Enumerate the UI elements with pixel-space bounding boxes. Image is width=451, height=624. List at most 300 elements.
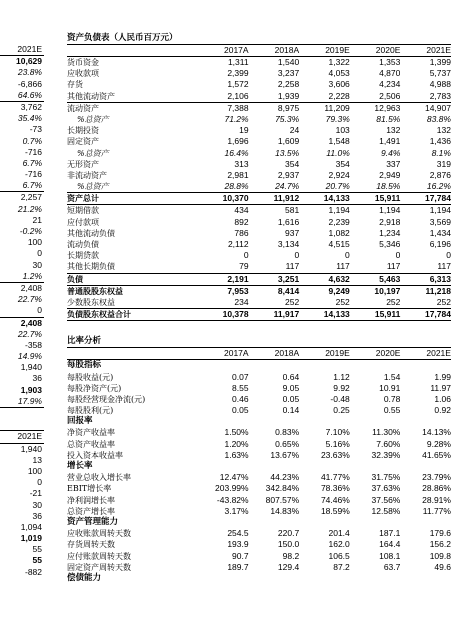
cell-value: 220.7 xyxy=(277,528,300,539)
left-column-value: 2,408 xyxy=(20,317,42,328)
left-column-value: 55 xyxy=(32,544,42,555)
left-column-value: 23.8% xyxy=(17,67,42,78)
cell-value: 28.8% xyxy=(224,181,249,192)
cell-value: 28.91% xyxy=(422,494,451,505)
left-column-value: 2,408 xyxy=(20,282,42,293)
cell-value: 109.8 xyxy=(429,550,451,561)
cell-value: 2,258 xyxy=(277,79,300,90)
cell-value: 2,949 xyxy=(379,169,401,180)
year-header: 2018A xyxy=(274,348,300,359)
left-column-value: 1,094 xyxy=(20,521,42,532)
cell-value: 11.0% xyxy=(326,147,350,158)
left-column-value: -0.2% xyxy=(19,226,42,236)
cell-value: 3,237 xyxy=(277,68,300,79)
cell-value: 14.83% xyxy=(270,505,300,516)
year-header: 2017A xyxy=(224,348,249,359)
cell-value: 71.2% xyxy=(224,113,249,124)
cell-value: 49.6 xyxy=(434,561,451,572)
cell-value: 117 xyxy=(437,261,451,272)
row-label: %总资产 xyxy=(77,114,109,124)
left-column-value: 21.2% xyxy=(17,203,42,214)
year-header: 2020E xyxy=(375,348,401,359)
table-row xyxy=(67,239,451,250)
cell-value: 14,907 xyxy=(424,102,451,113)
balance-sheet-body xyxy=(67,57,451,321)
cell-value: 203.99% xyxy=(215,483,249,494)
cell-value: 1,548 xyxy=(328,136,350,147)
cell-value: 18.5% xyxy=(376,181,401,192)
cell-value: 1,609 xyxy=(277,136,300,147)
left-column-value xyxy=(0,419,44,430)
left-column-value: 2,257 xyxy=(20,192,42,203)
cell-value: 28.86% xyxy=(422,483,451,494)
left-column xyxy=(0,44,44,578)
cell-value: 9.4% xyxy=(381,147,401,158)
table-row xyxy=(67,170,451,181)
cell-value: 2,918 xyxy=(379,216,401,227)
cell-value: 337 xyxy=(386,158,401,169)
cell-value: 4,988 xyxy=(429,79,451,90)
left-column-value: 55 xyxy=(32,555,42,566)
cell-value: 1.12 xyxy=(333,371,350,382)
cell-value: 11,912 xyxy=(273,193,300,204)
main-tables xyxy=(67,32,451,584)
cell-value: 581 xyxy=(285,205,300,216)
row-label: 净利润增长率 xyxy=(67,495,115,505)
cell-value: 179.6 xyxy=(429,528,451,539)
row-label: 应付款项 xyxy=(67,217,99,227)
cell-value: 2,112 xyxy=(227,239,249,249)
cell-value: 13.67% xyxy=(270,449,300,460)
cell-value: 9,249 xyxy=(328,285,350,296)
left-column-value: 100 xyxy=(27,237,42,248)
cell-value: 0.83% xyxy=(275,427,300,438)
cell-value: 129.4 xyxy=(277,561,300,572)
table-row xyxy=(67,57,451,68)
cell-value: 0.07 xyxy=(232,371,249,382)
cell-value: 354 xyxy=(285,158,300,169)
left-column-value: 2021E xyxy=(0,44,44,56)
cell-value: 1,436 xyxy=(429,136,451,147)
cell-value: 79.3% xyxy=(325,113,350,124)
table-row xyxy=(67,394,451,405)
cell-value: 0.78 xyxy=(383,393,401,404)
cell-value: 9.28% xyxy=(426,438,451,449)
table-row xyxy=(67,181,451,193)
cell-value: 0 xyxy=(345,250,350,261)
cell-value: 1.63% xyxy=(224,449,249,460)
row-label: 非流动资产 xyxy=(67,170,107,180)
left-column-value: 1,940 xyxy=(20,362,42,373)
cell-value: 12.58% xyxy=(371,505,401,516)
cell-value: 1,491 xyxy=(379,136,401,147)
cell-value: 14,133 xyxy=(323,193,350,204)
cell-value: -0.48 xyxy=(330,393,350,404)
cell-value: 4,870 xyxy=(379,68,401,79)
cell-value: 156.2 xyxy=(429,539,451,550)
left-column-value: -73 xyxy=(29,124,42,135)
cell-value: 1,353 xyxy=(379,57,401,67)
left-column-value: 0 xyxy=(0,305,44,317)
cell-value: 354 xyxy=(335,158,350,169)
cell-value: 342.84% xyxy=(265,483,300,494)
cell-value: 1,194 xyxy=(379,205,401,216)
cell-value: 10,378 xyxy=(222,309,249,320)
cell-value: 2,239 xyxy=(328,216,350,227)
cell-value: -43.82% xyxy=(216,494,249,505)
row-label: 净资产收益率 xyxy=(67,428,115,438)
left-column-value: 100 xyxy=(27,465,42,476)
left-column-value: 2021E xyxy=(0,430,44,443)
cell-value: 117 xyxy=(386,261,401,272)
cell-value: 117 xyxy=(285,261,300,272)
cell-value: 3,606 xyxy=(328,79,350,90)
cell-value: 6,313 xyxy=(429,273,451,284)
cell-value: 319 xyxy=(436,158,451,169)
cell-value: 14,133 xyxy=(323,309,350,320)
table-row xyxy=(67,103,451,114)
row-label: 负债 xyxy=(67,273,83,284)
cell-value: 2,506 xyxy=(379,90,401,101)
table-row xyxy=(67,228,451,239)
cell-value: 83.8% xyxy=(426,113,451,124)
cell-value: 150.0 xyxy=(277,539,300,550)
cell-value: 313 xyxy=(234,158,249,169)
cell-value: 5,737 xyxy=(429,68,451,79)
cell-value: 10,370 xyxy=(222,193,249,204)
cell-value: 252 xyxy=(436,296,451,307)
left-column-value: -21 xyxy=(29,488,42,499)
cell-value: 162.0 xyxy=(328,539,350,550)
cell-value: 106.5 xyxy=(328,550,350,561)
table-row xyxy=(67,562,451,573)
cell-value: 1,194 xyxy=(328,205,350,216)
section-heading: 偿债能力 xyxy=(67,572,102,583)
left-column-value: 10,629 xyxy=(16,56,42,67)
cell-value: 78.36% xyxy=(320,483,350,494)
table-row xyxy=(67,551,451,562)
table-row xyxy=(67,261,451,273)
table-row xyxy=(67,506,451,517)
left-column-value: 22.7% xyxy=(17,294,42,305)
left-column-value: 14.9% xyxy=(17,351,42,362)
cell-value: 193.9 xyxy=(227,539,249,550)
cell-value: 6,196 xyxy=(429,239,451,249)
cell-value: 0 xyxy=(395,250,401,261)
table-row xyxy=(67,539,451,550)
cell-value: 18.59% xyxy=(320,505,350,516)
table-row xyxy=(67,439,451,450)
cell-value: 10.91 xyxy=(379,382,401,393)
cell-value: 1,311 xyxy=(227,57,249,67)
row-label: 总资产增长率 xyxy=(67,506,115,516)
cell-value: 79 xyxy=(239,261,249,272)
cell-value: 11,917 xyxy=(273,309,300,320)
cell-value: 1.20% xyxy=(224,438,249,449)
table-row xyxy=(67,68,451,79)
cell-value: 0.65% xyxy=(275,438,300,449)
section-heading: 资产管理能力 xyxy=(67,516,119,527)
year-header: 2020E xyxy=(375,45,401,55)
cell-value: 44.23% xyxy=(270,472,300,483)
cell-value: 8.55 xyxy=(232,382,249,393)
cell-value: 81.5% xyxy=(376,113,401,124)
cell-value: 0.25 xyxy=(333,405,350,416)
left-column-value: 22.7% xyxy=(17,328,42,339)
cell-value: 189.7 xyxy=(227,561,249,572)
table-row xyxy=(67,250,451,261)
cell-value: 103 xyxy=(335,125,350,136)
row-label: 每股股利(元) xyxy=(67,406,114,416)
cell-value: 252 xyxy=(335,296,350,307)
cell-value: 2,228 xyxy=(328,90,350,101)
cell-value: 2,937 xyxy=(277,169,300,180)
cell-value: 23.63% xyxy=(320,449,350,460)
cell-value: 63.7 xyxy=(383,561,401,572)
cell-value: 4,234 xyxy=(379,79,401,90)
cell-value: 2,191 xyxy=(227,273,249,284)
table-row xyxy=(67,483,451,494)
left-column-value: 30 xyxy=(32,499,42,510)
cell-value: 20.7% xyxy=(325,181,350,192)
row-label: 流动资产 xyxy=(67,103,99,113)
cell-value: 1,194 xyxy=(429,205,451,216)
table-row xyxy=(67,193,451,205)
cell-value: 19 xyxy=(239,125,249,136)
section-heading: 增长率 xyxy=(67,461,93,471)
cell-value: 13.5% xyxy=(275,147,300,158)
cell-value: 4,053 xyxy=(328,68,350,79)
cell-value: 11.77% xyxy=(422,505,451,516)
cell-value: 786 xyxy=(234,227,249,238)
balance-sheet-title: 资产负债表（人民币百万元） xyxy=(67,33,178,43)
cell-value: 0.55 xyxy=(383,405,401,416)
cell-value: 254.5 xyxy=(227,528,249,539)
cell-value: 3,134 xyxy=(277,239,300,249)
cell-value: 1,616 xyxy=(277,216,300,227)
cell-value: 0.14 xyxy=(282,405,300,416)
cell-value: 7,388 xyxy=(227,102,249,113)
cell-value: 98.2 xyxy=(282,550,300,561)
left-column-value: -358 xyxy=(24,339,42,350)
ratio-analysis-header xyxy=(67,347,451,360)
cell-value: 16.2% xyxy=(426,181,451,192)
cell-value: 234 xyxy=(234,296,249,307)
table-row xyxy=(67,136,451,147)
left-column-value: 13 xyxy=(32,454,42,465)
cell-value: 0.05 xyxy=(232,405,249,416)
table-row xyxy=(67,148,451,159)
cell-value: 434 xyxy=(234,205,249,216)
cell-value: 132 xyxy=(436,125,451,136)
left-column-value: 1,903 xyxy=(20,384,42,395)
row-label: 其他流动负债 xyxy=(67,228,115,238)
row-label: 资产总计 xyxy=(67,193,99,204)
cell-value: 24 xyxy=(289,125,300,136)
cell-value: 1,572 xyxy=(227,79,249,90)
year-header: 2021E xyxy=(426,45,451,55)
cell-value: 32.39% xyxy=(371,449,401,460)
row-label: 负债股东权益合计 xyxy=(67,309,131,320)
cell-value: 937 xyxy=(285,227,300,238)
cell-value: 1,234 xyxy=(379,227,401,238)
cell-value: 201.4 xyxy=(328,528,350,539)
cell-value: 2,876 xyxy=(429,169,451,180)
year-header: 2018A xyxy=(274,45,300,55)
row-label: 每股净资产(元) xyxy=(67,383,122,393)
row-label: EBIT增长率 xyxy=(67,484,112,494)
row-label: 流动负债 xyxy=(67,240,99,249)
cell-value: 1.50% xyxy=(224,427,249,438)
cell-value: 11.30% xyxy=(372,427,401,438)
row-label: 其他长期负债 xyxy=(67,262,115,272)
cell-value: 9.05 xyxy=(282,382,300,393)
cell-value: 1,939 xyxy=(277,90,300,101)
cell-value: 0.46 xyxy=(232,393,249,404)
cell-value: 9.92 xyxy=(333,382,350,393)
table-row xyxy=(67,405,451,416)
cell-value: 3.17% xyxy=(224,505,249,516)
row-label: 投入资本收益率 xyxy=(67,450,123,460)
cell-value: 1,399 xyxy=(429,57,451,67)
row-label: 货币资金 xyxy=(67,58,99,67)
cell-value: 10,197 xyxy=(374,285,401,296)
cell-value: 187.1 xyxy=(379,528,401,539)
left-column-value: 0.7% xyxy=(22,135,42,146)
cell-value: 37.56% xyxy=(371,494,401,505)
row-label: %总资产 xyxy=(77,148,109,158)
cell-value: 2,783 xyxy=(429,90,451,101)
row-label: 长期贷款 xyxy=(67,251,99,261)
row-label: 存货 xyxy=(67,80,83,90)
cell-value: 1.54 xyxy=(383,371,401,382)
cell-value: 11,218 xyxy=(425,285,451,296)
cell-value: 5,346 xyxy=(379,239,401,249)
row-label: 应收账款周转天数 xyxy=(67,529,131,539)
cell-value: 16.4% xyxy=(224,147,249,158)
table-row xyxy=(67,91,451,103)
cell-value: 4,515 xyxy=(328,239,350,249)
cell-value: 0 xyxy=(294,250,300,261)
table-row xyxy=(67,159,451,170)
cell-value: 2,399 xyxy=(227,68,249,79)
cell-value: 17,784 xyxy=(424,309,451,320)
left-column-value: -716 xyxy=(24,169,42,180)
cell-value: 3,251 xyxy=(277,273,300,284)
cell-value: 11.97 xyxy=(430,382,451,393)
cell-value: 11,209 xyxy=(324,102,350,113)
table-row xyxy=(67,286,451,297)
cell-value: 0 xyxy=(446,250,451,261)
left-column-value: 0 xyxy=(37,477,42,488)
cell-value: 24.7% xyxy=(275,181,300,192)
cell-value: 5,463 xyxy=(379,273,401,284)
cell-value: 31.75% xyxy=(371,472,401,483)
left-column-value: 1.2% xyxy=(0,271,44,283)
cell-value: 2,924 xyxy=(328,169,350,180)
cell-value: 8,414 xyxy=(277,285,300,296)
cell-value: 15,911 xyxy=(374,309,401,320)
cell-value: 12,963 xyxy=(374,102,401,113)
cell-value: 1.99 xyxy=(434,371,451,382)
cell-value: 0.64 xyxy=(282,371,300,382)
left-column-value: 64.6% xyxy=(0,90,44,102)
table-row xyxy=(67,427,451,438)
row-label: 营业总收入增长率 xyxy=(67,473,131,483)
row-label: 长期投资 xyxy=(67,126,99,136)
row-label: 总资产收益率 xyxy=(67,439,115,449)
left-column-value: -716 xyxy=(24,146,42,157)
cell-value: 108.1 xyxy=(379,550,401,561)
row-label: 普通股股东权益 xyxy=(67,285,123,296)
cell-value: 5.16% xyxy=(325,438,350,449)
table-row xyxy=(67,297,451,309)
row-label: 固定资产周转天数 xyxy=(67,562,131,572)
cell-value: 90.7 xyxy=(232,550,249,561)
left-column-value: 21 xyxy=(32,214,42,225)
left-column-value: 36 xyxy=(32,510,42,521)
table-row xyxy=(67,274,451,286)
left-column-value: 17.9% xyxy=(0,396,44,408)
table-row xyxy=(67,450,451,461)
section-heading: 回报率 xyxy=(67,416,93,427)
row-label: %总资产 xyxy=(77,182,109,192)
cell-value: 12.47% xyxy=(219,472,249,483)
left-column-value: 6.7% xyxy=(0,180,44,192)
cell-value: 7.60% xyxy=(376,438,401,449)
left-column-value: -882 xyxy=(24,566,42,577)
cell-value: 1,322 xyxy=(328,57,350,67)
row-label: 少数股东权益 xyxy=(67,297,115,307)
row-label: 其他流动资产 xyxy=(67,91,115,101)
cell-value: 4,632 xyxy=(328,273,350,284)
year-header: 2017A xyxy=(224,45,249,55)
cell-value: 1,540 xyxy=(277,57,300,67)
cell-value: 0 xyxy=(243,250,249,261)
row-label: 应付账款周转天数 xyxy=(67,551,131,561)
cell-value: 8.1% xyxy=(431,147,451,158)
left-column-value: 1,019 xyxy=(20,533,42,544)
table-row xyxy=(67,372,451,383)
left-column-value: 1,940 xyxy=(20,443,42,454)
table-row xyxy=(67,205,451,216)
header-spacer xyxy=(67,45,198,56)
left-column-value: 6.7% xyxy=(22,157,42,168)
ratio-analysis-body xyxy=(67,360,451,584)
cell-value: 41.65% xyxy=(422,449,451,460)
row-label: 存货周转天数 xyxy=(67,540,115,550)
table-row xyxy=(67,217,451,228)
table-row xyxy=(67,79,451,90)
year-header: 2019E xyxy=(325,348,350,359)
cell-value: 117 xyxy=(336,261,350,272)
cell-value: 87.2 xyxy=(333,561,350,572)
cell-value: 1,434 xyxy=(429,227,451,238)
cell-value: 41.77% xyxy=(320,472,350,483)
cell-value: 15,911 xyxy=(374,193,401,204)
left-column-value: 36 xyxy=(32,373,42,384)
cell-value: 37.63% xyxy=(371,483,401,494)
cell-value: 1,082 xyxy=(328,227,350,238)
left-column-value: 0 xyxy=(37,248,42,259)
cell-value: 74.46% xyxy=(320,494,350,505)
cell-value: 7.10% xyxy=(325,427,350,438)
balance-sheet-header xyxy=(67,44,451,57)
cell-value: 1,696 xyxy=(227,136,249,147)
cell-value: 807.57% xyxy=(265,494,300,505)
cell-value: 252 xyxy=(386,296,401,307)
header-spacer xyxy=(67,348,198,359)
